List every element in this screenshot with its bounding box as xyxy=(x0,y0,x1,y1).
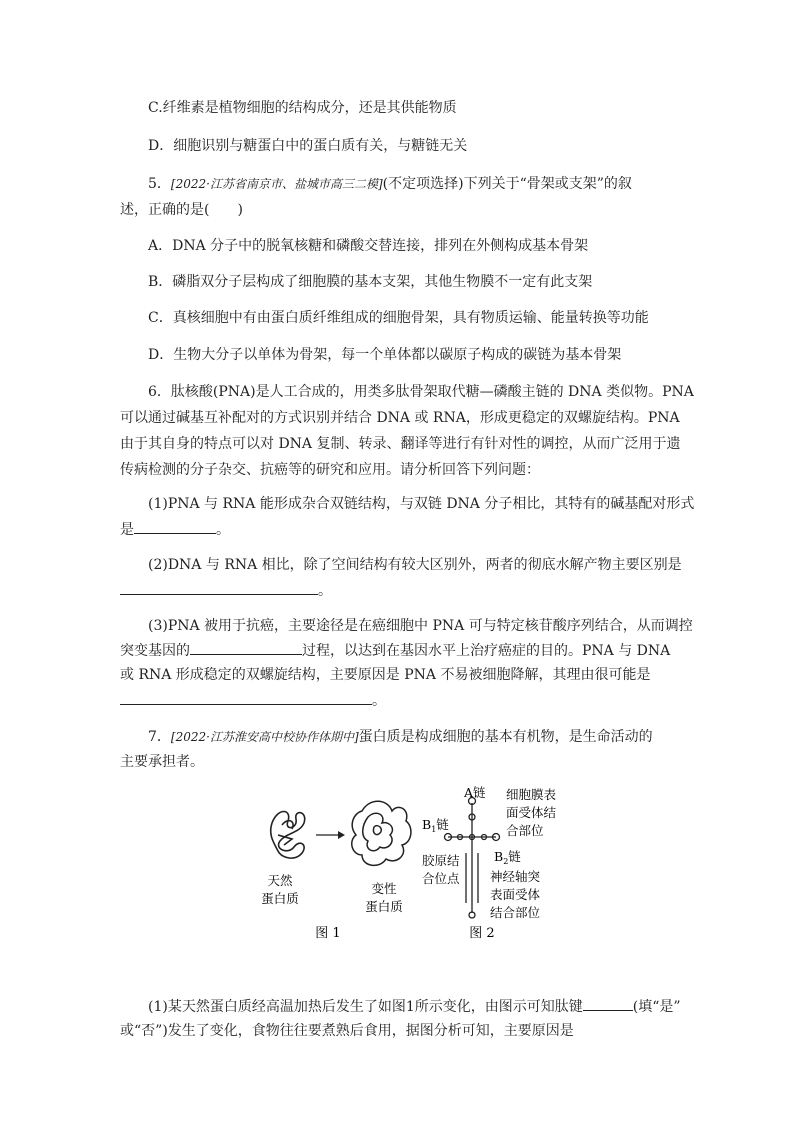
question-5-stem xyxy=(148,174,632,194)
answer-blank[interactable] xyxy=(583,996,633,1011)
question-6-part-3-line-3: 或 RNA 形成稳定的双螺旋结构，主要原因是 PNA 不易被细胞降解，其理由很可能是 xyxy=(120,667,651,683)
option-b-q5: B．磷脂双分子层构成了细胞膜的基本支架，其他生物膜不一定有此支架 xyxy=(148,274,593,290)
question-7-stem-cont: 主要承担者。 xyxy=(120,754,204,770)
answer-blank[interactable] xyxy=(120,690,372,705)
denatured-protein-icon xyxy=(352,801,411,865)
question-6-part-2: (2)DNA 与 RNA 相比，除了空间结构有较大区别外，两者的彻底水解产物主要区别是 xyxy=(148,557,682,573)
svg-text:面受体结: 面受体结 xyxy=(506,805,557,820)
figure-2-caption: 图 2 xyxy=(469,926,495,941)
svg-text:表面受体: 表面受体 xyxy=(490,887,541,902)
question-6-part-2-answer: 。 xyxy=(120,580,332,601)
question-6-part-1-answer: 是 。 xyxy=(120,519,230,540)
svg-text:胶原结: 胶原结 xyxy=(422,853,460,868)
question-source: [2022·江苏省南京市、盐城市高三二模] xyxy=(170,177,383,191)
protein-figure xyxy=(258,785,558,945)
question-6-part-3: (3)PNA 被用于抗癌，主要途径是在癌细胞中 PNA 可与特定核苷酸序列结合，从而调控 xyxy=(148,618,693,634)
svg-text:天然: 天然 xyxy=(267,873,293,888)
question-6-part-3-answer: 。 xyxy=(120,690,386,711)
answer-blank[interactable] xyxy=(120,580,318,595)
option-d-q4: D．细胞识别与糖蛋白中的蛋白质有关，与糖链无关 xyxy=(148,138,468,154)
question-6-part-3-line-2: 突变基因的 过程，以达到在基因水平上治疗癌症的目的。PNA 与 DNA xyxy=(120,640,670,661)
question-number: 5． xyxy=(148,176,171,192)
option-a-q5: A．DNA 分子中的脱氧核糖和磷酸交替连接，排列在外侧构成基本骨架 xyxy=(148,238,589,254)
svg-text:细胞膜表: 细胞膜表 xyxy=(506,787,557,802)
figure-1-caption: 图 1 xyxy=(315,926,341,941)
arrow-right-icon xyxy=(316,831,345,839)
svg-text:B1链: $B_1$链 xyxy=(422,817,449,834)
answer-blank[interactable] xyxy=(190,640,302,655)
question-7-part-1-line-2: 或“否”)发生了变化，食物往往要煮熟后食用，据图分析可知，主要原因是 xyxy=(120,1023,574,1039)
answer-blank[interactable] xyxy=(134,519,216,534)
svg-text:B2链: $B_2$链 xyxy=(494,849,521,866)
question-6-line-4: 传病检测的分子杂交、抗癌等的研究和应用。请分析回答下列问题： xyxy=(120,462,540,478)
question-stem: (不定项选择)下列关于“骨架或支架”的叙 xyxy=(382,176,632,192)
option-c-q5: C．真核细胞中有由蛋白质纤维组成的细胞骨架，具有物质运输、能量转换等功能 xyxy=(148,310,649,326)
option-c-q4: C.纤维素是植物细胞的结构成分，还是其供能物质 xyxy=(148,100,457,116)
question-6-line-1: 6．肽核酸(PNA)是人工合成的，用类多肽骨架取代糖—磷酸主链的 DNA 类似物。PNA xyxy=(148,384,694,400)
svg-text:合部位: 合部位 xyxy=(506,823,544,838)
question-5-stem-cont: 述，正确的是( ) xyxy=(120,202,243,218)
svg-text:合位点: 合位点 xyxy=(422,871,460,886)
svg-text:A链: A链 xyxy=(464,785,486,800)
svg-text:蛋白质: 蛋白质 xyxy=(365,899,403,914)
option-d-q5: D．生物大分子以单体为骨架，每一个单体都以碳原子构成的碳链为基本骨架 xyxy=(148,347,622,363)
question-6-line-3: 由于其自身的特点可以对 DNA 复制、转录、翻译等进行有针对性的调控，从而广泛用于遗 xyxy=(120,436,681,452)
question-6-line-2: 可以通过碱基互补配对的方式识别并结合 DNA 或 RNA，形成更稳定的双螺旋结构。PNA xyxy=(120,410,680,426)
question-source: [2022·江苏淮安高中校协作体期中] xyxy=(170,730,359,744)
svg-text:神经轴突: 神经轴突 xyxy=(490,869,541,884)
svg-text:结合部位: 结合部位 xyxy=(490,905,541,920)
question-7-part-1: (1)某天然蛋白质经高温加热后发生了如图1所示变化，由图示可知肽键 (填“是” xyxy=(148,996,681,1017)
question-7-stem: 7．[2022·江苏淮安高中校协作体期中]蛋白质是构成细胞的基本有机物，是生命活动的 xyxy=(148,729,653,745)
svg-text:蛋白质: 蛋白质 xyxy=(261,891,299,906)
native-protein-icon xyxy=(271,812,305,859)
svg-text:变性: 变性 xyxy=(371,881,397,896)
question-6-part-1: (1)PNA 与 RNA 能形成杂合双链结构，与双链 DNA 分子相比，其特有的碱基配对形式 xyxy=(148,496,695,512)
question-number: 7． xyxy=(148,729,171,745)
